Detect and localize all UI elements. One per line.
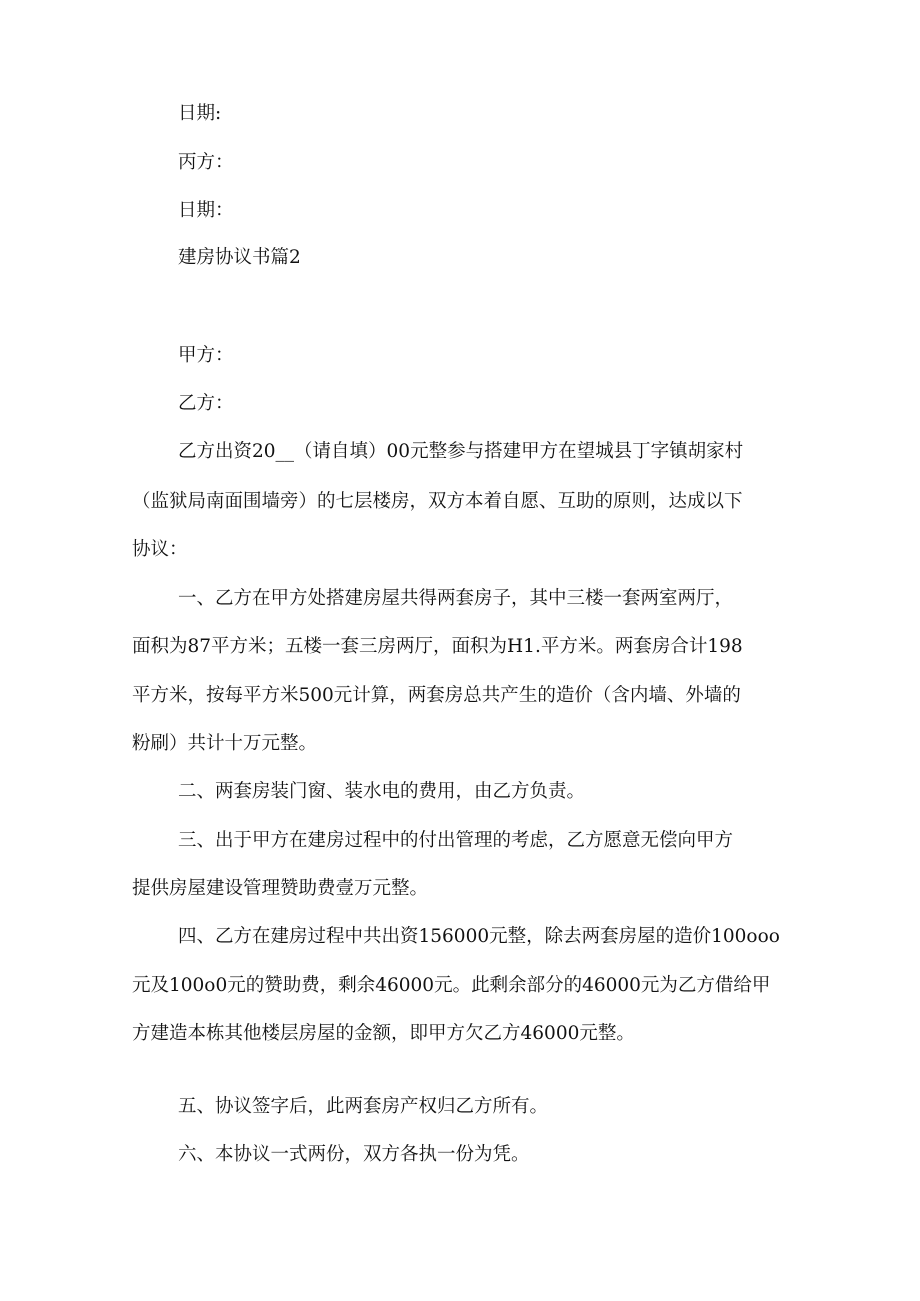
intro-line-1: 乙方出资20__（请自填）00元整参与搭建甲方在望城县丁字镇胡家村 bbox=[178, 441, 744, 462]
clause-4-line-2: 元及100o0元的赞助费，剩余46000元。此剩余部分的46000元为乙方借给甲 bbox=[132, 975, 771, 996]
party-b-line: 乙方： bbox=[178, 393, 234, 414]
intro-line-3: 协议： bbox=[132, 539, 188, 560]
clause-3-line-2: 提供房屋建设管理赞助费壹万元整。 bbox=[132, 878, 429, 899]
clause-4-line-3: 方建造本栋其他楼层房屋的金额，即甲方欠乙方46000元整。 bbox=[132, 1023, 635, 1044]
party-a-line: 甲方： bbox=[178, 345, 234, 366]
party-c-line: 丙方： bbox=[178, 152, 234, 173]
intro-line-2: （监狱局南面围墙旁）的七层楼房，双方本着自愿、互助的原则，达成以下 bbox=[132, 491, 743, 512]
clause-4-line-1: 四、乙方在建房过程中共出资156000元整，除去两套房屋的造价100ooo bbox=[178, 926, 780, 947]
clause-1-line-3: 平方米，按每平方米500元计算，两套房总共产生的造价（含内墙、外墙的 bbox=[132, 685, 741, 706]
clause-1-line-2: 面积为87平方米；五楼一套三房两厅，面积为H1.平方米。两套房合计198 bbox=[132, 636, 743, 657]
clause-1-line-4: 粉刷）共计十万元整。 bbox=[132, 733, 318, 754]
clause-3-line-1: 三、出于甲方在建房过程中的付出管理的考虑，乙方愿意无偿向甲方 bbox=[178, 830, 734, 851]
section-title: 建房协议书篇2 bbox=[178, 247, 301, 268]
clause-2-line-1: 二、两套房装门窗、装水电的费用，由乙方负责。 bbox=[178, 781, 586, 802]
clause-1-line-1: 一、乙方在甲方处搭建房屋共得两套房子，其中三楼一套两室两厅， bbox=[178, 588, 734, 609]
clause-6-line-1: 六、本协议一式两份，双方各执一份为凭。 bbox=[178, 1144, 530, 1165]
clause-5-line-1: 五、协议签字后，此两套房产权归乙方所有。 bbox=[178, 1096, 549, 1117]
date-line-1: 日期: bbox=[178, 103, 222, 124]
date-line-2: 日期： bbox=[178, 200, 234, 221]
